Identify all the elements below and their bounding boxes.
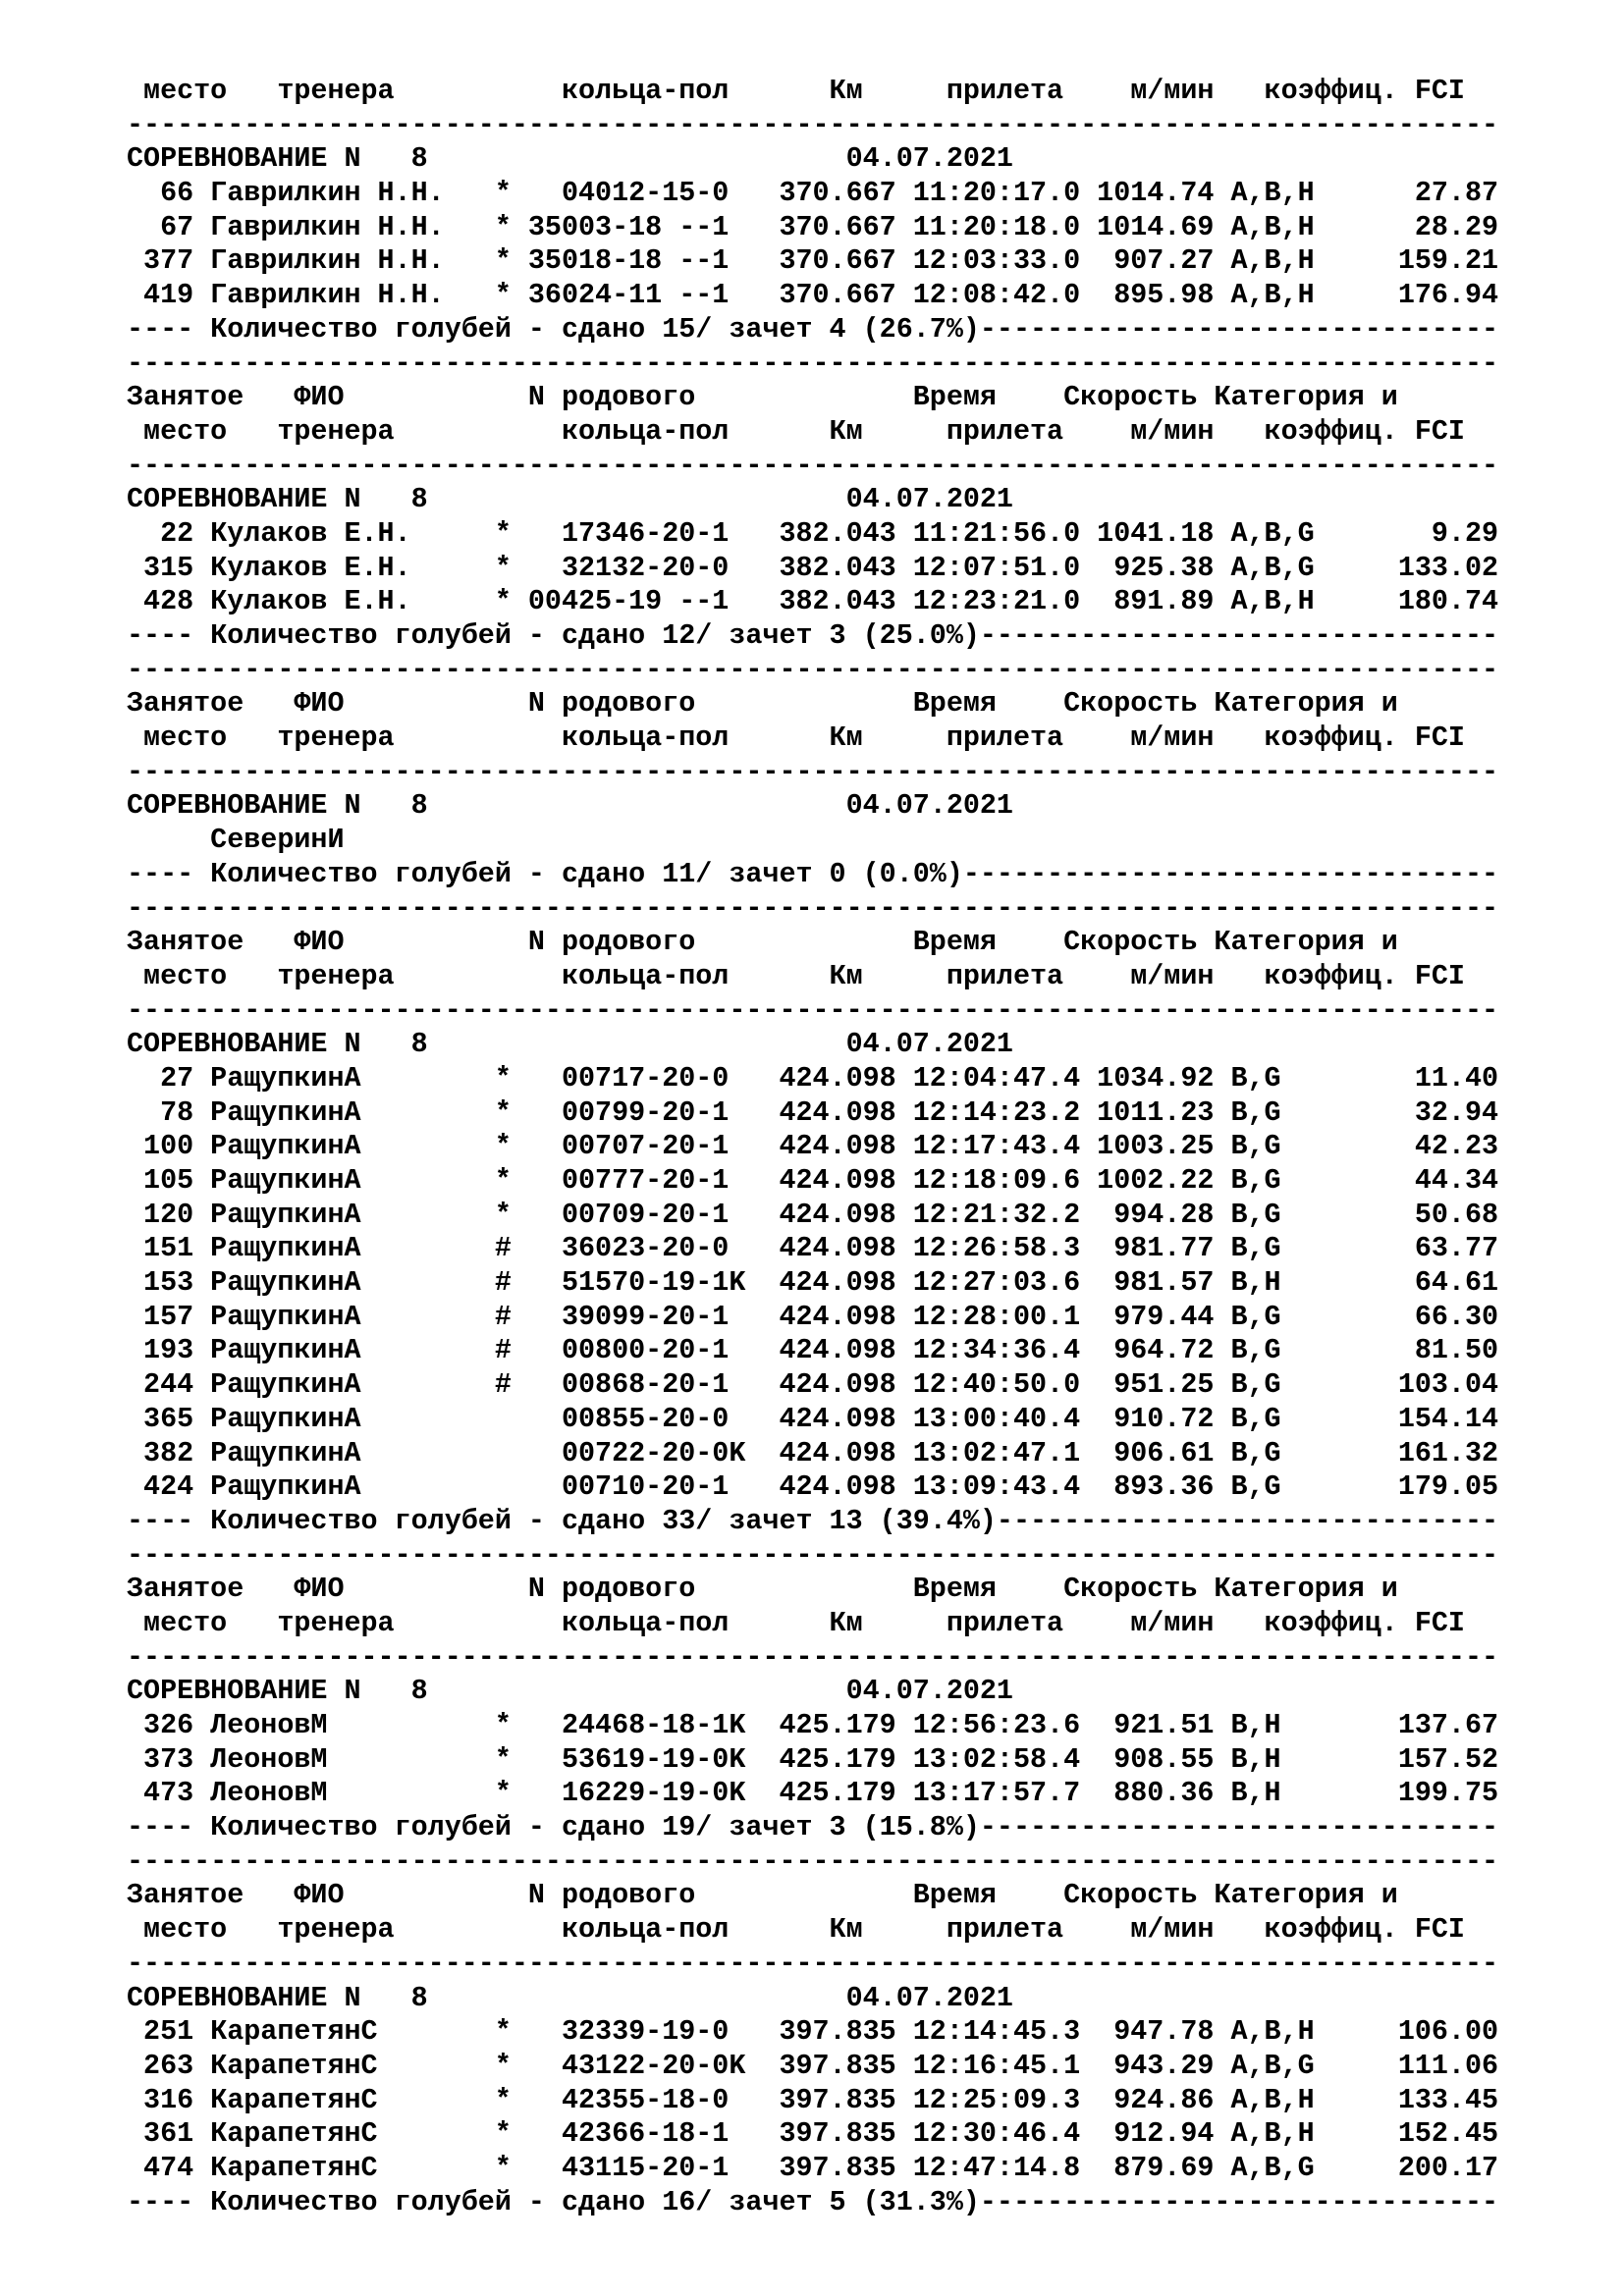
data-row: 316 КарапетянС * 42355-18-0 397.835 12:25:09.3 924.86 A,B,H 133.45 — [127, 2083, 1499, 2116]
data-row: 377 Гаврилкин Н.Н. * 35018-18 --1 370.667 12:03:33.0 907.27 A,B,H 159.21 — [127, 244, 1499, 278]
separator-line: ---------------------------------------------------------------------------------- — [127, 347, 1499, 380]
competition-header: СОРЕВНОВАНИЕ N 8 04.07.2021 — [127, 483, 1013, 516]
competition-header: СОРЕВНОВАНИЕ N 8 04.07.2021 — [127, 1981, 1013, 2014]
summary-line: ---- Количество голубей - сдано 33/ зачет 13 (39.4%)------------------------------ — [127, 1504, 1499, 1537]
separator-line: ---------------------------------------------------------------------------------- — [127, 891, 1499, 925]
data-row: 428 Кулаков Е.Н. * 00425-19 --1 382.043 12:23:21.0 891.89 A,B,H 180.74 — [127, 585, 1499, 618]
separator-line: ---------------------------------------------------------------------------------- — [127, 755, 1499, 788]
results-document — [127, 75, 1599, 2219]
separator-line: ---------------------------------------------------------------------------------- — [127, 1844, 1499, 1878]
competition-header: СОРЕВНОВАНИЕ N 8 04.07.2021 — [127, 1028, 1013, 1061]
data-row: 382 РащупкинА 00722-20-0K 424.098 13:02:47.1 906.61 B,G 161.32 — [127, 1436, 1499, 1469]
separator-line: ---------------------------------------------------------------------------------- — [127, 653, 1499, 686]
data-row: 361 КарапетянС * 42366-18-1 397.835 12:30:46.4 912.94 A,B,H 152.45 — [127, 2117, 1499, 2151]
data-row: 419 Гаврилкин Н.Н. * 36024-11 --1 370.667 12:08:42.0 895.98 A,B,H 176.94 — [127, 279, 1499, 312]
data-row: 244 РащупкинА # 00868-20-1 424.098 12:40:50.0 951.25 B,G 103.04 — [127, 1368, 1499, 1402]
data-row: 424 РащупкинА 00710-20-1 424.098 13:09:43.4 893.36 B,G 179.05 — [127, 1470, 1499, 1504]
data-row: 100 РащупкинА * 00707-20-1 424.098 12:17:43.4 1003.25 B,G 42.23 — [127, 1130, 1499, 1163]
data-row: 193 РащупкинА # 00800-20-1 424.098 12:34:36.4 964.72 B,G 81.50 — [127, 1334, 1499, 1367]
summary-line: ---- Количество голубей - сдано 16/ зачет 5 (31.3%)------------------------------- — [127, 2185, 1499, 2218]
separator-line: ---------------------------------------------------------------------------------- — [127, 1947, 1499, 1980]
summary-line: ---- Количество голубей - сдано 15/ зачет 4 (26.7%)------------------------------- — [127, 312, 1499, 346]
competition-header: СОРЕВНОВАНИЕ N 8 04.07.2021 — [127, 1675, 1013, 1708]
data-row: 326 ЛеоновМ * 24468-18-1K 425.179 12:56:23.6 921.51 B,H 137.67 — [127, 1709, 1499, 1741]
data-row: 251 КарапетянС * 32339-19-0 397.835 12:14:45.3 947.78 A,B,H 106.00 — [127, 2015, 1499, 2049]
column-header: Занятое ФИО N родового Время Скорость Категория и — [127, 1573, 1398, 1606]
data-row: 365 РащупкинА 00855-20-0 424.098 13:00:40.4 910.72 B,G 154.14 — [127, 1402, 1499, 1435]
data-row: 105 РащупкинА * 00777-20-1 424.098 12:18:09.6 1002.22 B,G 44.34 — [127, 1164, 1499, 1197]
data-row: 373 ЛеоновМ * 53619-19-0K 425.179 13:02:58.4 908.55 B,H 157.52 — [127, 1742, 1499, 1776]
competition-header: СОРЕВНОВАНИЕ N 8 04.07.2021 — [127, 142, 1013, 176]
data-row: 22 Кулаков Е.Н. * 17346-20-1 382.043 11:21:56.0 1041.18 A,B,G 9.29 — [127, 516, 1499, 550]
data-row: 78 РащупкинА * 00799-20-1 424.098 12:14:23.2 1011.23 B,G 32.94 — [127, 1095, 1499, 1129]
column-header: Занятое ФИО N родового Время Скорость Категория и — [127, 687, 1398, 721]
summary-line: ---- Количество голубей - сдано 12/ зачет 3 (25.0%)------------------------------- — [127, 619, 1499, 652]
competition-header: СОРЕВНОВАНИЕ N 8 04.07.2021 — [127, 789, 1013, 823]
summary-line: ---- Количество голубей - сдано 19/ зачет 3 (15.8%)------------------------------- — [127, 1811, 1499, 1844]
data-row: 151 РащупкинА # 36023-20-0 424.098 12:26:58.3 981.77 B,G 63.77 — [127, 1232, 1499, 1265]
separator-line: ---------------------------------------------------------------------------------- — [127, 108, 1499, 141]
column-header: место тренера кольца-пол Км прилета м/мин коэффиц. FCI — [127, 1606, 1465, 1639]
data-row: 315 Кулаков Е.Н. * 32132-20-0 382.043 12:07:51.0 925.38 A,B,G 133.02 — [127, 551, 1499, 584]
column-header: Занятое ФИО N родового Время Скорость Категория и — [127, 1879, 1398, 1912]
data-row: 120 РащупкинА * 00709-20-1 424.098 12:21:32.2 994.28 B,G 50.68 — [127, 1198, 1499, 1231]
column-header: место тренера кольца-пол Км прилета м/мин коэффиц. FCI — [127, 721, 1465, 755]
separator-line: ---------------------------------------------------------------------------------- — [127, 1640, 1499, 1674]
summary-line: ---- Количество голубей - сдано 11/ зачет 0 (0.0%)-------------------------------- — [127, 857, 1499, 890]
separator-line: ---------------------------------------------------------------------------------- — [127, 449, 1499, 482]
data-row: 474 КарапетянС * 43115-20-1 397.835 12:47:14.8 879.69 A,B,G 200.17 — [127, 2151, 1499, 2184]
data-row: 66 Гаврилкин Н.Н. * 04012-15-0 370.667 11:20:17.0 1014.74 A,B,H 27.87 — [127, 177, 1499, 210]
column-header: место тренера кольца-пол Км прилета м/мин коэффиц. FCI — [127, 75, 1465, 107]
column-header: место тренера кольца-пол Км прилета м/мин коэффиц. FCI — [127, 1913, 1465, 1947]
data-row: 67 Гаврилкин Н.Н. * 35003-18 --1 370.667 11:20:18.0 1014.69 A,B,H 28.29 — [127, 210, 1499, 243]
data-row: 263 КарапетянС * 43122-20-0K 397.835 12:16:45.1 943.29 A,B,G 111.06 — [127, 2049, 1499, 2082]
column-header: Занятое ФИО N родового Время Скорость Категория и — [127, 381, 1398, 414]
data-row: СеверинИ — [127, 824, 345, 857]
data-row: 157 РащупкинА # 39099-20-1 424.098 12:28:00.1 979.44 B,G 66.30 — [127, 1300, 1499, 1333]
data-row: 473 ЛеоновМ * 16229-19-0K 425.179 13:17:57.7 880.36 B,H 199.75 — [127, 1777, 1499, 1810]
column-header: место тренера кольца-пол Км прилета м/мин коэффиц. FCI — [127, 959, 1465, 992]
data-row: 27 РащупкинА * 00717-20-0 424.098 12:04:47.4 1034.92 B,G 11.40 — [127, 1061, 1499, 1095]
column-header: Занятое ФИО N родового Время Скорость Категория и — [127, 926, 1398, 959]
separator-line: ---------------------------------------------------------------------------------- — [127, 993, 1499, 1027]
data-row: 153 РащупкинА # 51570-19-1K 424.098 12:27:03.6 981.57 B,H 64.61 — [127, 1266, 1499, 1300]
column-header: место тренера кольца-пол Км прилета м/мин коэффиц. FCI — [127, 414, 1465, 448]
separator-line: ---------------------------------------------------------------------------------- — [127, 1538, 1499, 1572]
